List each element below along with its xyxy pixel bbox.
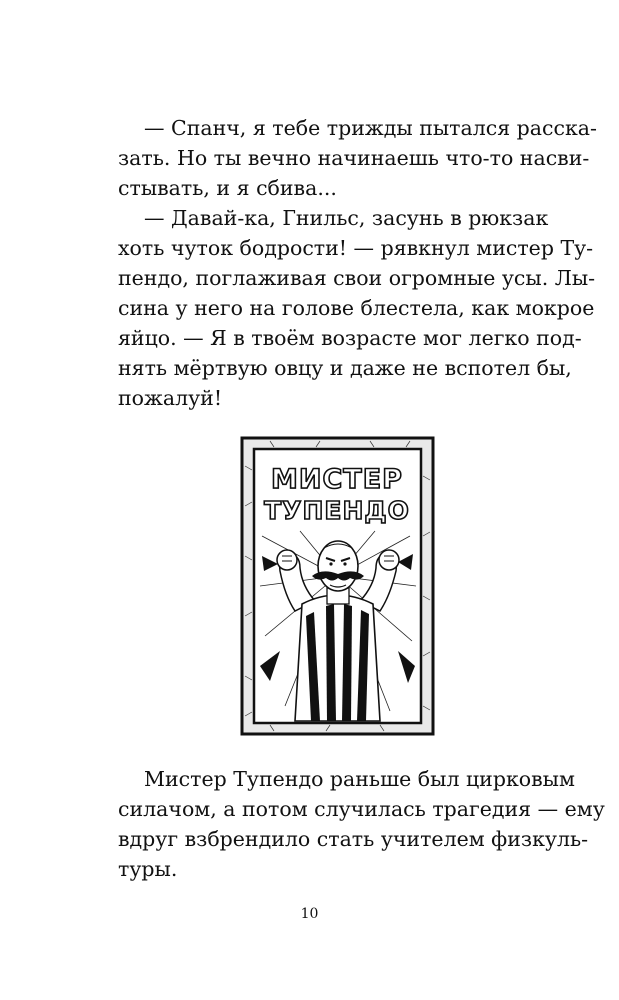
text-line: силачом, а потом случилась трагедия — ему [118,797,605,821]
text-line: пожалуй! [118,386,223,410]
poster-title-line1: МИСТЕР [271,464,403,495]
text-line: яйцо. — Я в твоём возрасте мог легко под- [118,326,582,350]
text-line: Мистер Тупендо раньше был цирковым [144,767,575,791]
strongman-poster-illustration [240,436,435,736]
page-number: 10 [300,906,319,922]
text-line: нять мёртвую овцу и даже не вспотел бы, [118,356,572,380]
text-line: хоть чуток бодрости! — рявкнул мистер Ту- [118,236,594,260]
text-line: зать. Но ты вечно начинаешь что-то насви- [118,146,590,170]
text-line: стывать, и я сбива... [118,176,337,200]
text-line: — Давай-ка, Гнильс, засунь в рюкзак [144,206,549,230]
text-line: пендо, поглаживая свои огромные усы. Лы- [118,266,596,290]
text-line: вдруг взбрендило стать учителем физкуль- [118,827,589,851]
poster-title-line2: ТУПЕНДО [264,496,410,525]
text-line: — Спанч, я тебе трижды пытался расска- [144,116,597,140]
text-line: туры. [118,857,178,881]
text-line: сина у него на голове блестела, как мокрое [118,296,595,320]
